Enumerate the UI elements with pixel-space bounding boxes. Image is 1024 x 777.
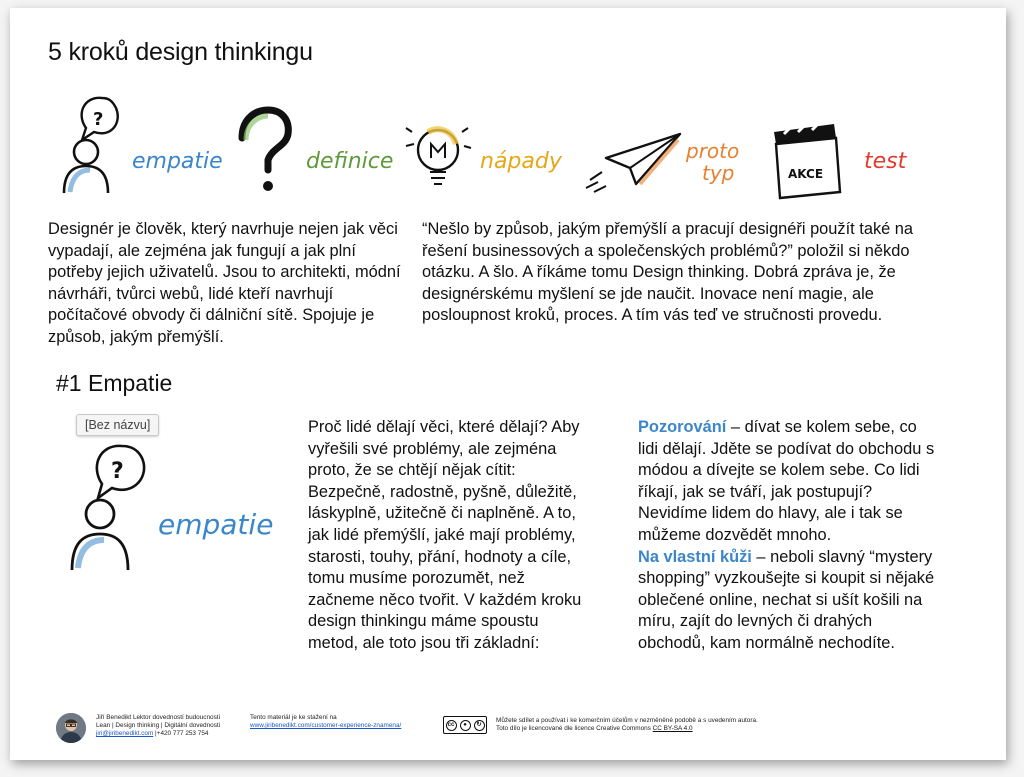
term-na-vlastni-kuzi: Na vlastní kůži — [638, 547, 752, 566]
by-icon: ● — [460, 720, 471, 731]
text-pozorovani: – dívat se kolem sebe, co lidi dělají. Jděte se podívat do obchodu s módou a dívejte se kolem sebe. Co lidi říkají, jak se tváří, jak postupují? Nevidíme lidem do hlavy, ale i tak se můžeme dozvědět mnoho. — [638, 418, 935, 544]
cc-license-badge[interactable] — [443, 716, 487, 734]
step-label-empatie: empatie — [132, 149, 223, 174]
clapperboard-icon — [774, 122, 840, 198]
image-tooltip: [Bez názvu] — [76, 414, 159, 436]
text-na-vlastni-kuzi: – neboli slavný “mystery shopping” vyzkoušejte si koupit si nějaké oblečené online, nechat si ušít košili na míru, zajít do levných či drahých obchodů, kam normálně nechodíte. — [638, 547, 935, 652]
author-info — [96, 714, 256, 739]
license-line1: Můžete sdílet a používat i ke komerčním účelům v nezměněné podobě a s uvedením autora. — [496, 717, 758, 724]
step-label-proto: proto — [686, 139, 740, 163]
step-label-napady: nápady — [480, 149, 562, 174]
author-phone: |+420 777 253 754 — [153, 730, 209, 738]
empathy-word: empatie — [158, 508, 274, 541]
step-label-definice: definice — [306, 149, 394, 174]
term-pozorovani: Pozorování — [638, 418, 727, 436]
person-question-icon — [72, 446, 144, 570]
download-info — [250, 714, 430, 730]
svg-text:AKCE: AKCE — [788, 167, 824, 181]
avatar — [56, 713, 86, 743]
step-label-typ: typ — [702, 161, 735, 185]
step-label-test: test — [864, 149, 907, 174]
author-line2: Lean | Design thinking | Digitální dovednosti — [96, 722, 221, 730]
download-link[interactable]: www.jiribenedikt.com/customer-experience-znamena/ — [250, 722, 402, 730]
svg-text:?: ? — [111, 459, 124, 484]
empathy-illustration — [54, 438, 294, 588]
design-thinking-steps-strip — [50, 88, 970, 203]
author-line1: Jiří Benedikt Lektor dovedností budoucnosti — [96, 714, 220, 721]
download-line: Tento materiál je ke stažení na — [250, 714, 337, 721]
license-link[interactable]: CC BY-SA 4.0 — [652, 725, 693, 733]
question-mark-icon — [242, 110, 288, 191]
svg-text:?: ? — [93, 109, 104, 130]
sa-icon: ↻ — [474, 720, 485, 731]
cc-icon: cc — [446, 720, 457, 731]
methods-paragraph — [638, 417, 938, 655]
paper-plane-icon — [586, 134, 680, 192]
author-photo-icon — [56, 713, 86, 743]
license-info — [496, 717, 826, 733]
person-question-icon — [64, 98, 118, 193]
intro-right-paragraph: “Nešlo by způsob, jakým přemýšlí a pracují designéři použít také na řešení businessových a společenských problémů?” položil si někdo otázku. A šlo. A říkáme tomu Design thinking. Dobrá zpráva je, že designérskému myšlení se jde naučit. Inovace není magie, ale posloupnost kroků, proces. A tím vás teď ve stručnosti provedu. — [422, 220, 914, 325]
middle-paragraph: Proč lidé dělají věci, které dělají? Aby vyřešili své problémy, ale zejména proto, že se chtějí nějak cítit: Bezpečně, radostně, pyšně, důležitě, láskyplně, užitečně či naplněně. A to, jak lidé přemýšlí, jaké mají problémy, starosti, touhy, přání, hodnoty a cíle, tomu musíme porozumět, než začneme něco tvořit. V každém kroku design thinkingu máme spoustu metod, ale toto jsou tři základní: — [308, 418, 582, 652]
author-contact — [96, 730, 256, 738]
lightbulb-icon — [406, 128, 471, 184]
page-title: 5 kroků design thinkingu — [48, 38, 313, 66]
author-email-link[interactable]: jiri@jiribenedikt.com — [96, 730, 154, 738]
section-title-empatie: #1 Empatie — [56, 370, 173, 396]
document-page — [10, 8, 1006, 760]
intro-left-paragraph: Designér je člověk, který navrhuje nejen jak věci vypadají, ale zejména jak fungují a jak plní potřeby jejich uživatelů. Jsou to architekti, módní návrháři, tvůrci webů, lidé kteří navrhují počítačové obvody či dálniční sítě. Spojuje je způsob, jakým přemýšlí. — [48, 220, 401, 346]
license-line2: Toto dílo je licencované dle licence Creative Commons CC BY-SA 4.0 — [496, 725, 693, 733]
